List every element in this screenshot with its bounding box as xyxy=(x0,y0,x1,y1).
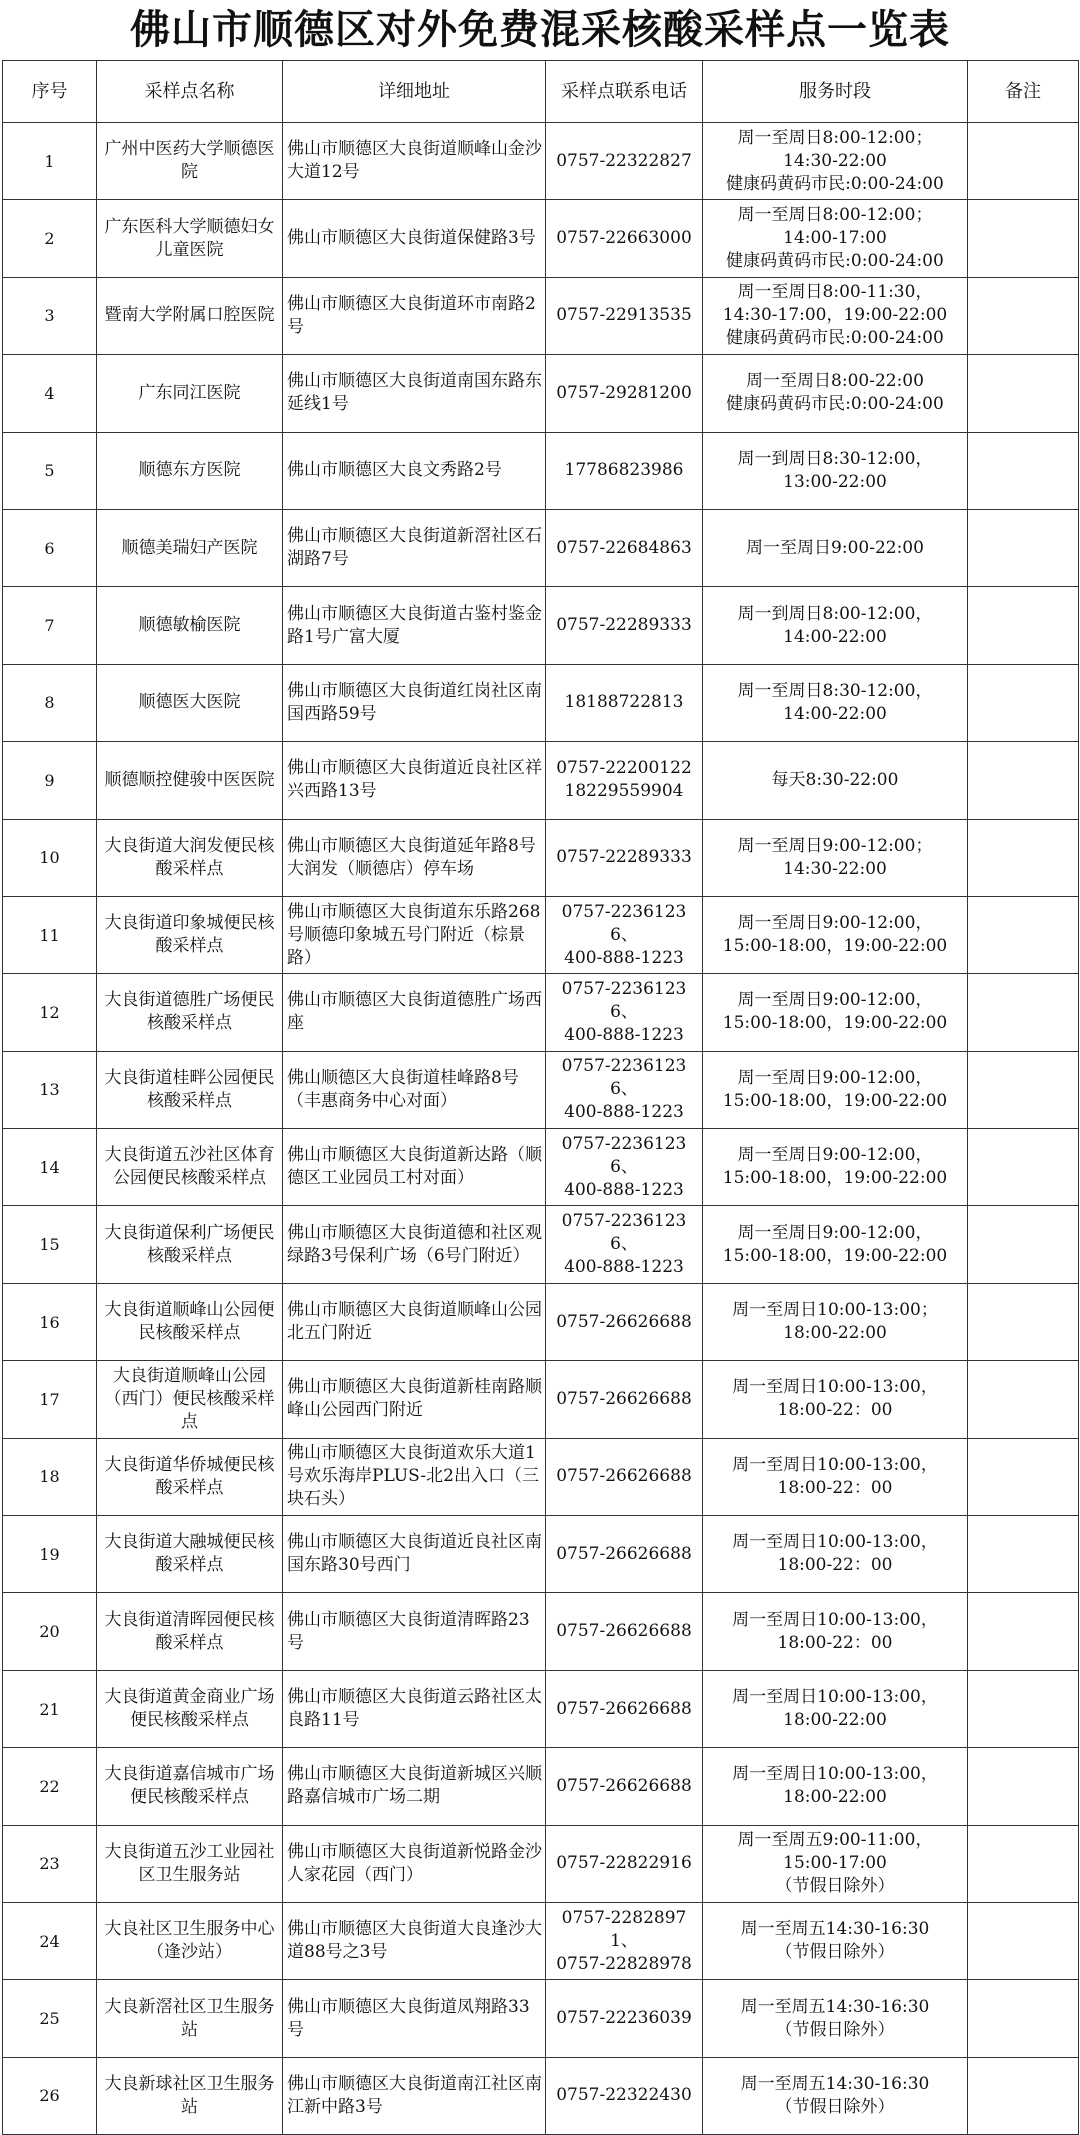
header-address: 详细地址 xyxy=(283,61,546,123)
cell-index: 14 xyxy=(3,1129,97,1206)
cell-hours: 周一至周五9:00-11:00， 15:00-17:00 （节假日除外） xyxy=(703,1825,968,1902)
cell-address: 佛山市顺德区大良街道近良社区祥兴西路13号 xyxy=(283,742,546,819)
cell-site-name: 顺德顺控健骏中医医院 xyxy=(97,742,283,819)
cell-address: 佛山市顺德区大良街道新达路（顺德区工业园员工村对面） xyxy=(283,1129,546,1206)
cell-phone: 0757-26626688 xyxy=(546,1283,703,1360)
cell-index: 20 xyxy=(3,1593,97,1670)
table-header-row xyxy=(3,61,1079,123)
table-row xyxy=(3,1980,1079,2057)
cell-index: 2 xyxy=(3,200,97,277)
cell-site-name: 大良街道华侨城便民核酸采样点 xyxy=(97,1438,283,1515)
table-row xyxy=(3,1206,1079,1283)
cell-index: 12 xyxy=(3,974,97,1051)
cell-note xyxy=(968,123,1079,200)
cell-note xyxy=(968,1283,1079,1360)
cell-site-name: 大良街道顺峰山公园（西门）便民核酸采样点 xyxy=(97,1361,283,1438)
cell-phone: 0757-26626688 xyxy=(546,1593,703,1670)
cell-index: 19 xyxy=(3,1516,97,1593)
cell-index: 16 xyxy=(3,1283,97,1360)
cell-note xyxy=(968,742,1079,819)
cell-address: 佛山市顺德区大良街道清晖路23号 xyxy=(283,1593,546,1670)
cell-hours: 周一至周日8:00-11:30， 14:30-17:00，19:00-22:00 健康码黄码市民:0:00-24:00 xyxy=(703,277,968,354)
cell-note xyxy=(968,1670,1079,1747)
table-row xyxy=(3,277,1079,354)
cell-address: 佛山市顺德区大良街道新城区兴顺路嘉信城市广场二期 xyxy=(283,1748,546,1825)
cell-phone: 0757-26626688 xyxy=(546,1438,703,1515)
cell-index: 17 xyxy=(3,1361,97,1438)
cell-index: 11 xyxy=(3,896,97,973)
table-row xyxy=(3,1051,1079,1128)
cell-hours: 周一至周日9:00-12:00， 15:00-18:00，19:00-22:00 xyxy=(703,974,968,1051)
cell-note xyxy=(968,1516,1079,1593)
cell-index: 23 xyxy=(3,1825,97,1902)
cell-hours: 周一至周日9:00-22:00 xyxy=(703,509,968,586)
cell-note xyxy=(968,1129,1079,1206)
cell-note xyxy=(968,509,1079,586)
sampling-sites-table xyxy=(2,60,1079,2135)
cell-address: 佛山市顺德区大良街道新桂南路顺峰山公园西门附近 xyxy=(283,1361,546,1438)
cell-note xyxy=(968,432,1079,509)
cell-site-name: 大良社区卫生服务中心（逢沙站） xyxy=(97,1902,283,1979)
table-row xyxy=(3,355,1079,432)
cell-address: 佛山市顺德区大良街道新滘社区石湖路7号 xyxy=(283,509,546,586)
table-row xyxy=(3,2057,1079,2134)
table-row xyxy=(3,1593,1079,1670)
cell-address: 佛山市顺德区大良街道近良社区南国东路30号西门 xyxy=(283,1516,546,1593)
cell-hours: 周一至周日9:00-12:00， 15:00-18:00，19:00-22:00 xyxy=(703,1129,968,1206)
table-row xyxy=(3,742,1079,819)
cell-site-name: 顺德美瑞妇产医院 xyxy=(97,509,283,586)
cell-index: 18 xyxy=(3,1438,97,1515)
table-row xyxy=(3,1438,1079,1515)
cell-phone: 0757-22913535 xyxy=(546,277,703,354)
cell-address: 佛山市顺德区大良文秀路2号 xyxy=(283,432,546,509)
cell-note xyxy=(968,1593,1079,1670)
table-row xyxy=(3,819,1079,896)
cell-note xyxy=(968,1902,1079,1979)
cell-site-name: 大良街道五沙社区体育公园便民核酸采样点 xyxy=(97,1129,283,1206)
cell-phone: 0757-22289333 xyxy=(546,587,703,664)
cell-phone: 0757-29281200 xyxy=(546,355,703,432)
cell-index: 8 xyxy=(3,664,97,741)
cell-index: 3 xyxy=(3,277,97,354)
table-row xyxy=(3,587,1079,664)
cell-hours: 周一至周日10:00-13:00， 18:00-22：00 xyxy=(703,1438,968,1515)
cell-site-name: 大良街道桂畔公园便民核酸采样点 xyxy=(97,1051,283,1128)
cell-address: 佛山顺德区大良街道桂峰路8号（丰惠商务中心对面） xyxy=(283,1051,546,1128)
cell-site-name: 大良新球社区卫生服务站 xyxy=(97,2057,283,2134)
cell-note xyxy=(968,819,1079,896)
cell-phone: 0757-26626688 xyxy=(546,1748,703,1825)
cell-phone: 0757-26626688 xyxy=(546,1670,703,1747)
cell-phone: 0757-22828971、 0757-22828978 xyxy=(546,1902,703,1979)
cell-index: 1 xyxy=(3,123,97,200)
cell-site-name: 大良街道黄金商业广场便民核酸采样点 xyxy=(97,1670,283,1747)
table-row xyxy=(3,1516,1079,1593)
cell-note xyxy=(968,1438,1079,1515)
cell-phone: 0757-22289333 xyxy=(546,819,703,896)
cell-address: 佛山市顺德区大良街道德和社区观绿路3号保利广场（6号门附近） xyxy=(283,1206,546,1283)
cell-hours: 周一到周日8:30-12:00， 13:00-22:00 xyxy=(703,432,968,509)
cell-index: 13 xyxy=(3,1051,97,1128)
table-row xyxy=(3,1283,1079,1360)
cell-address: 佛山市顺德区大良街道红岗社区南国西路59号 xyxy=(283,664,546,741)
cell-index: 6 xyxy=(3,509,97,586)
cell-hours: 周一至周日10:00-13:00； 18:00-22:00 xyxy=(703,1283,968,1360)
cell-phone: 0757-22361236、 400-888-1223 xyxy=(546,1051,703,1128)
cell-note xyxy=(968,1051,1079,1128)
cell-index: 9 xyxy=(3,742,97,819)
cell-site-name: 顺德医大医院 xyxy=(97,664,283,741)
header-phone: 采样点联系电话 xyxy=(546,61,703,123)
cell-phone: 0757-26626688 xyxy=(546,1516,703,1593)
cell-note xyxy=(968,355,1079,432)
cell-hours: 周一至周日10:00-13:00， 18:00-22：00 xyxy=(703,1516,968,1593)
cell-address: 佛山市顺德区大良街道凤翔路33号 xyxy=(283,1980,546,2057)
cell-hours: 周一至周日8:00-12:00； 14:00-17:00 健康码黄码市民:0:00-24:00 xyxy=(703,200,968,277)
cell-site-name: 大良新滘社区卫生服务站 xyxy=(97,1980,283,2057)
table-row xyxy=(3,974,1079,1051)
cell-index: 21 xyxy=(3,1670,97,1747)
cell-note xyxy=(968,200,1079,277)
cell-address: 佛山市顺德区大良街道东乐路268号顺德印象城五号门附近（棕景路） xyxy=(283,896,546,973)
cell-address: 佛山市顺德区大良街道云路社区太良路11号 xyxy=(283,1670,546,1747)
cell-hours: 周一至周日10:00-13:00， 18:00-22：00 xyxy=(703,1361,968,1438)
cell-site-name: 大良街道顺峰山公园便民核酸采样点 xyxy=(97,1283,283,1360)
cell-address: 佛山市顺德区大良街道顺峰山公园北五门附近 xyxy=(283,1283,546,1360)
cell-note xyxy=(968,2057,1079,2134)
cell-address: 佛山市顺德区大良街道欢乐大道1号欢乐海岸PLUS-北2出入口（三块石头） xyxy=(283,1438,546,1515)
table-row xyxy=(3,1670,1079,1747)
header-site-name: 采样点名称 xyxy=(97,61,283,123)
table-row xyxy=(3,1129,1079,1206)
cell-index: 24 xyxy=(3,1902,97,1979)
cell-address: 佛山市顺德区大良街道德胜广场西座 xyxy=(283,974,546,1051)
cell-phone: 0757-26626688 xyxy=(546,1361,703,1438)
cell-hours: 周一至周日9:00-12:00， 15:00-18:00，19:00-22:00 xyxy=(703,1206,968,1283)
cell-hours: 周一至周日10:00-13:00， 18:00-22：00 xyxy=(703,1593,968,1670)
cell-site-name: 顺德东方医院 xyxy=(97,432,283,509)
table-row xyxy=(3,509,1079,586)
cell-hours: 周一至周日9:00-12:00； 14:30-22:00 xyxy=(703,819,968,896)
table-row xyxy=(3,432,1079,509)
cell-site-name: 大良街道嘉信城市广场便民核酸采样点 xyxy=(97,1748,283,1825)
cell-note xyxy=(968,664,1079,741)
cell-hours: 周一至周五14:30-16:30 （节假日除外） xyxy=(703,1902,968,1979)
cell-index: 7 xyxy=(3,587,97,664)
table-row xyxy=(3,896,1079,973)
cell-site-name: 大良街道印象城便民核酸采样点 xyxy=(97,896,283,973)
cell-address: 佛山市顺德区大良街道延年路8号大润发（顺德店）停车场 xyxy=(283,819,546,896)
cell-phone: 0757-22663000 xyxy=(546,200,703,277)
cell-site-name: 大良街道清晖园便民核酸采样点 xyxy=(97,1593,283,1670)
cell-site-name: 广州中医药大学顺德医院 xyxy=(97,123,283,200)
cell-hours: 周一至周日10:00-13:00， 18:00-22:00 xyxy=(703,1670,968,1747)
cell-site-name: 暨南大学附属口腔医院 xyxy=(97,277,283,354)
page-title: 佛山市顺德区对外免费混采核酸采样点一览表 xyxy=(130,7,950,53)
cell-note xyxy=(968,1748,1079,1825)
cell-hours: 周一至周日8:00-22:00 健康码黄码市民:0:00-24:00 xyxy=(703,355,968,432)
cell-phone: 0757-22822916 xyxy=(546,1825,703,1902)
cell-phone: 0757-22684863 xyxy=(546,509,703,586)
table-body xyxy=(3,123,1079,2135)
cell-index: 25 xyxy=(3,1980,97,2057)
table-row xyxy=(3,1825,1079,1902)
table-row xyxy=(3,664,1079,741)
cell-note xyxy=(968,1206,1079,1283)
cell-address: 佛山市顺德区大良街道大良逢沙大道88号之3号 xyxy=(283,1902,546,1979)
cell-phone: 0757-22361236、 400-888-1223 xyxy=(546,1129,703,1206)
table-row xyxy=(3,1748,1079,1825)
table-row xyxy=(3,1902,1079,1979)
cell-hours: 周一至周五14:30-16:30 （节假日除外） xyxy=(703,1980,968,2057)
cell-address: 佛山市顺德区大良街道保健路3号 xyxy=(283,200,546,277)
header-hours: 服务时段 xyxy=(703,61,968,123)
cell-note xyxy=(968,1361,1079,1438)
cell-site-name: 广东医科大学顺德妇女儿童医院 xyxy=(97,200,283,277)
cell-note xyxy=(968,974,1079,1051)
cell-site-name: 大良街道大融城便民核酸采样点 xyxy=(97,1516,283,1593)
cell-note xyxy=(968,277,1079,354)
cell-note xyxy=(968,587,1079,664)
cell-hours: 每天8:30-22:00 xyxy=(703,742,968,819)
cell-site-name: 顺德敏榆医院 xyxy=(97,587,283,664)
cell-site-name: 大良街道大润发便民核酸采样点 xyxy=(97,819,283,896)
cell-hours: 周一至周日9:00-12:00， 15:00-18:00，19:00-22:00 xyxy=(703,896,968,973)
cell-hours: 周一至周日9:00-12:00， 15:00-18:00，19:00-22:00 xyxy=(703,1051,968,1128)
cell-site-name: 大良街道五沙工业园社区卫生服务站 xyxy=(97,1825,283,1902)
cell-hours: 周一至周五14:30-16:30 （节假日除外） xyxy=(703,2057,968,2134)
cell-site-name: 大良街道保利广场便民核酸采样点 xyxy=(97,1206,283,1283)
cell-phone: 17786823986 xyxy=(546,432,703,509)
header-index: 序号 xyxy=(3,61,97,123)
cell-phone: 0757-22361236、 400-888-1223 xyxy=(546,896,703,973)
cell-address: 佛山市顺德区大良街道环市南路2号 xyxy=(283,277,546,354)
cell-phone: 0757-22361236、 400-888-1223 xyxy=(546,1206,703,1283)
cell-note xyxy=(968,896,1079,973)
cell-index: 5 xyxy=(3,432,97,509)
cell-address: 佛山市顺德区大良街道古鉴村鉴金路1号广富大厦 xyxy=(283,587,546,664)
cell-phone: 0757-22322430 xyxy=(546,2057,703,2134)
cell-address: 佛山市顺德区大良街道南国东路东延线1号 xyxy=(283,355,546,432)
cell-index: 15 xyxy=(3,1206,97,1283)
cell-address: 佛山市顺德区大良街道南江社区南江新中路3号 xyxy=(283,2057,546,2134)
cell-hours: 周一到周日8:00-12:00， 14:00-22:00 xyxy=(703,587,968,664)
cell-phone: 0757-22236039 xyxy=(546,1980,703,2057)
header-note: 备注 xyxy=(968,61,1079,123)
cell-phone: 0757-22322827 xyxy=(546,123,703,200)
cell-site-name: 广东同江医院 xyxy=(97,355,283,432)
cell-phone: 18188722813 xyxy=(546,664,703,741)
cell-index: 26 xyxy=(3,2057,97,2134)
cell-address: 佛山市顺德区大良街道顺峰山金沙大道12号 xyxy=(283,123,546,200)
table-row xyxy=(3,1361,1079,1438)
cell-hours: 周一至周日8:30-12:00， 14:00-22:00 xyxy=(703,664,968,741)
cell-index: 10 xyxy=(3,819,97,896)
cell-note xyxy=(968,1980,1079,2057)
table-row xyxy=(3,123,1079,200)
cell-hours: 周一至周日8:00-12:00； 14:30-22:00 健康码黄码市民:0:00-24:00 xyxy=(703,123,968,200)
cell-hours: 周一至周日10:00-13:00， 18:00-22:00 xyxy=(703,1748,968,1825)
cell-index: 22 xyxy=(3,1748,97,1825)
cell-site-name: 大良街道德胜广场便民核酸采样点 xyxy=(97,974,283,1051)
cell-note xyxy=(968,1825,1079,1902)
cell-index: 4 xyxy=(3,355,97,432)
cell-address: 佛山市顺德区大良街道新悦路金沙人家花园（西门） xyxy=(283,1825,546,1902)
table-row xyxy=(3,200,1079,277)
cell-phone: 0757-22361236、 400-888-1223 xyxy=(546,974,703,1051)
cell-phone: 0757-22200122 18229559904 xyxy=(546,742,703,819)
